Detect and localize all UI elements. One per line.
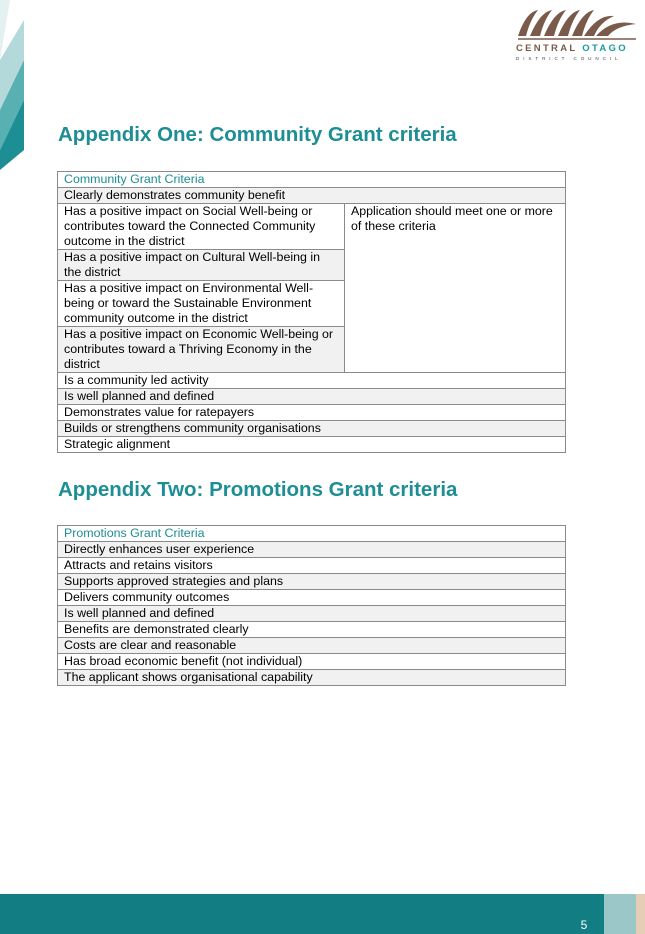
- criteria-cell: Delivers community outcomes: [58, 590, 566, 606]
- council-logo: [512, 6, 640, 62]
- criteria-cell: Clearly demonstrates community benefit: [58, 188, 566, 204]
- table-row: [58, 188, 566, 204]
- logo-word-otago: OTAGO: [582, 43, 628, 54]
- table-row: [58, 405, 566, 421]
- criteria-cell: Has a positive impact on Environmental Well-being or toward the Sustainable Environment community outcome in the district: [58, 281, 345, 327]
- table-row: [58, 437, 566, 453]
- logo-subtitle: DISTRICT COUNCIL: [516, 56, 622, 61]
- community-grant-criteria-table: [57, 171, 566, 453]
- criteria-cell: Has a positive impact on Cultural Well-being in the district: [58, 250, 345, 281]
- table-row: [58, 574, 566, 590]
- decorative-side-stripe: [0, 0, 24, 170]
- table-header-row: [58, 172, 566, 188]
- table-row: [58, 389, 566, 405]
- criteria-cell: Builds or strengthens community organisations: [58, 421, 566, 437]
- table-row: [58, 606, 566, 622]
- page-number: 5: [580, 918, 588, 932]
- table-row: [58, 622, 566, 638]
- criteria-cell: Is a community led activity: [58, 373, 566, 389]
- criteria-cell: Is well planned and defined: [58, 606, 566, 622]
- criteria-cell: Benefits are demonstrated clearly: [58, 622, 566, 638]
- table-row: [58, 373, 566, 389]
- criteria-cell: Directly enhances user experience: [58, 542, 566, 558]
- table-row: [58, 204, 566, 250]
- table-header-cell: Promotions Grant Criteria: [58, 526, 566, 542]
- footer-band: [0, 894, 645, 934]
- criteria-cell: Has a positive impact on Economic Well-being or contributes toward a Thriving Economy in the district: [58, 327, 345, 373]
- criteria-cell: Supports approved strategies and plans: [58, 574, 566, 590]
- appendix-two-heading: Appendix Two: Promotions Grant criteria: [58, 478, 458, 501]
- table-row: [58, 590, 566, 606]
- logo-wordmark: [516, 43, 640, 54]
- table-header-row: [58, 526, 566, 542]
- table-header-cell: Community Grant Criteria: [58, 172, 566, 188]
- table-row: [58, 670, 566, 686]
- criteria-cell: Demonstrates value for ratepayers: [58, 405, 566, 421]
- logo-mountains-mark: [516, 6, 638, 42]
- wellbeing-note-cell: Application should meet one or more of these criteria: [345, 204, 566, 373]
- appendix-one-heading: Appendix One: Community Grant criteria: [58, 123, 457, 146]
- table-row: [58, 558, 566, 574]
- table-row: [58, 654, 566, 670]
- criteria-cell: Is well planned and defined: [58, 389, 566, 405]
- criteria-cell: The applicant shows organisational capability: [58, 670, 566, 686]
- table-row: [58, 638, 566, 654]
- criteria-cell: Costs are clear and reasonable: [58, 638, 566, 654]
- promotions-grant-criteria-table: [57, 525, 566, 686]
- table-row: [58, 542, 566, 558]
- criteria-cell: Attracts and retains visitors: [58, 558, 566, 574]
- table-row: [58, 421, 566, 437]
- criteria-cell: Has a positive impact on Social Well-being or contributes toward the Connected Community outcome in the district: [58, 204, 345, 250]
- criteria-cell: Strategic alignment: [58, 437, 566, 453]
- criteria-cell: Has broad economic benefit (not individual): [58, 654, 566, 670]
- logo-word-central: CENTRAL: [516, 43, 578, 54]
